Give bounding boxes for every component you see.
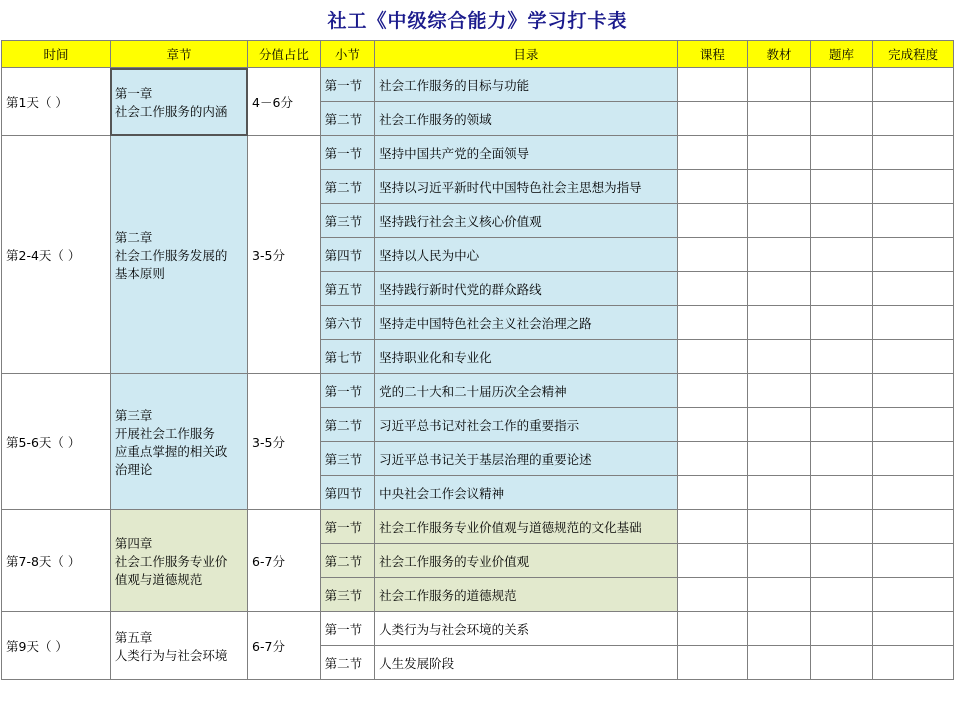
- cell-course[interactable]: [677, 170, 748, 204]
- table-row: [2, 612, 954, 646]
- column-header-questionbank: 题库: [810, 41, 873, 68]
- cell-score[interactable]: 6-7分: [248, 612, 321, 680]
- cell-textbook[interactable]: [748, 374, 811, 408]
- cell-questionbank[interactable]: [810, 238, 873, 272]
- cell-catalog[interactable]: 中央社会工作会议精神: [375, 476, 678, 510]
- cell-completion[interactable]: [873, 612, 954, 646]
- cell-course[interactable]: [677, 408, 748, 442]
- cell-catalog[interactable]: 坚持中国共产党的全面领导: [375, 136, 678, 170]
- cell-textbook[interactable]: [748, 510, 811, 544]
- cell-course[interactable]: [677, 306, 748, 340]
- cell-completion[interactable]: [873, 238, 954, 272]
- cell-textbook[interactable]: [748, 272, 811, 306]
- cell-completion[interactable]: [873, 204, 954, 238]
- cell-section[interactable]: 第五节: [320, 272, 374, 306]
- cell-course[interactable]: [677, 646, 748, 680]
- cell-course[interactable]: [677, 612, 748, 646]
- cell-questionbank[interactable]: [810, 544, 873, 578]
- cell-score[interactable]: 6-7分: [248, 510, 321, 612]
- cell-catalog[interactable]: 人生发展阶段: [375, 646, 678, 680]
- cell-section[interactable]: 第二节: [320, 170, 374, 204]
- cell-course[interactable]: [677, 136, 748, 170]
- cell-questionbank[interactable]: [810, 646, 873, 680]
- cell-textbook[interactable]: [748, 102, 811, 136]
- cell-completion[interactable]: [873, 136, 954, 170]
- cell-textbook[interactable]: [748, 170, 811, 204]
- column-header-score: 分值占比: [248, 41, 321, 68]
- cell-catalog[interactable]: 习近平总书记对社会工作的重要指示: [375, 408, 678, 442]
- cell-textbook[interactable]: [748, 476, 811, 510]
- cell-questionbank[interactable]: [810, 442, 873, 476]
- cell-textbook[interactable]: [748, 646, 811, 680]
- cell-course[interactable]: [677, 476, 748, 510]
- cell-catalog[interactable]: 坚持践行新时代党的群众路线: [375, 272, 678, 306]
- cell-completion[interactable]: [873, 510, 954, 544]
- cell-completion[interactable]: [873, 340, 954, 374]
- cell-course[interactable]: [677, 374, 748, 408]
- column-header-course: 课程: [677, 41, 748, 68]
- cell-time[interactable]: 第7-8天（ ）: [2, 510, 111, 612]
- cell-questionbank[interactable]: [810, 612, 873, 646]
- cell-course[interactable]: [677, 340, 748, 374]
- cell-course[interactable]: [677, 68, 748, 102]
- cell-time[interactable]: 第1天（ ）: [2, 68, 111, 136]
- cell-section[interactable]: 第二节: [320, 646, 374, 680]
- cell-textbook[interactable]: [748, 136, 811, 170]
- column-header-catalog: 目录: [375, 41, 678, 68]
- cell-section[interactable]: 第四节: [320, 476, 374, 510]
- cell-course[interactable]: [677, 510, 748, 544]
- cell-section[interactable]: 第二节: [320, 408, 374, 442]
- cell-section[interactable]: 第一节: [320, 68, 374, 102]
- cell-section[interactable]: 第三节: [320, 578, 374, 612]
- cell-completion[interactable]: [873, 442, 954, 476]
- cell-completion[interactable]: [873, 102, 954, 136]
- cell-course[interactable]: [677, 544, 748, 578]
- cell-course[interactable]: [677, 272, 748, 306]
- cell-textbook[interactable]: [748, 238, 811, 272]
- cell-section[interactable]: 第一节: [320, 510, 374, 544]
- table-header: [2, 41, 954, 68]
- cell-textbook[interactable]: [748, 306, 811, 340]
- cell-completion[interactable]: [873, 374, 954, 408]
- cell-completion[interactable]: [873, 68, 954, 102]
- cell-time[interactable]: 第2-4天（ ）: [2, 136, 111, 374]
- cell-catalog[interactable]: 坚持以习近平新时代中国特色社会主思想为指导: [375, 170, 678, 204]
- table-body: [2, 68, 954, 680]
- cell-completion[interactable]: [873, 646, 954, 680]
- cell-catalog[interactable]: 社会工作服务的目标与功能: [375, 68, 678, 102]
- column-header-textbook: 教材: [748, 41, 811, 68]
- cell-textbook[interactable]: [748, 442, 811, 476]
- cell-questionbank[interactable]: [810, 374, 873, 408]
- cell-course[interactable]: [677, 204, 748, 238]
- cell-section[interactable]: 第三节: [320, 204, 374, 238]
- cell-textbook[interactable]: [748, 408, 811, 442]
- column-header-time: 时间: [2, 41, 111, 68]
- study-checklist-table: [1, 40, 954, 680]
- cell-chapter[interactable]: 第三章 开展社会工作服务 应重点掌握的相关政 治理论: [110, 374, 247, 510]
- cell-completion[interactable]: [873, 170, 954, 204]
- cell-catalog[interactable]: 社会工作服务的专业价值观: [375, 544, 678, 578]
- cell-questionbank[interactable]: [810, 204, 873, 238]
- cell-time[interactable]: 第5-6天（ ）: [2, 374, 111, 510]
- cell-course[interactable]: [677, 442, 748, 476]
- column-header-chapter: 章节: [110, 41, 247, 68]
- cell-textbook[interactable]: [748, 612, 811, 646]
- cell-course[interactable]: [677, 102, 748, 136]
- cell-questionbank[interactable]: [810, 476, 873, 510]
- cell-textbook[interactable]: [748, 544, 811, 578]
- cell-catalog[interactable]: 坚持践行社会主义核心价值观: [375, 204, 678, 238]
- cell-section[interactable]: 第一节: [320, 374, 374, 408]
- cell-section[interactable]: 第一节: [320, 612, 374, 646]
- cell-catalog[interactable]: 坚持职业化和专业化: [375, 340, 678, 374]
- cell-section[interactable]: 第四节: [320, 238, 374, 272]
- cell-questionbank[interactable]: [810, 578, 873, 612]
- cell-catalog[interactable]: 人类行为与社会环境的关系: [375, 612, 678, 646]
- column-header-section: 小节: [320, 41, 374, 68]
- cell-catalog[interactable]: 坚持走中国特色社会主义社会治理之路: [375, 306, 678, 340]
- cell-completion[interactable]: [873, 544, 954, 578]
- cell-completion[interactable]: [873, 578, 954, 612]
- cell-textbook[interactable]: [748, 578, 811, 612]
- cell-section[interactable]: 第二节: [320, 102, 374, 136]
- cell-completion[interactable]: [873, 272, 954, 306]
- cell-questionbank[interactable]: [810, 136, 873, 170]
- cell-textbook[interactable]: [748, 204, 811, 238]
- cell-course[interactable]: [677, 578, 748, 612]
- cell-catalog[interactable]: 社会工作服务的道德规范: [375, 578, 678, 612]
- cell-textbook[interactable]: [748, 340, 811, 374]
- cell-questionbank[interactable]: [810, 170, 873, 204]
- cell-questionbank[interactable]: [810, 510, 873, 544]
- cell-questionbank[interactable]: [810, 340, 873, 374]
- cell-completion[interactable]: [873, 476, 954, 510]
- column-header-completion: 完成程度: [873, 41, 954, 68]
- cell-catalog[interactable]: 社会工作服务的领域: [375, 102, 678, 136]
- cell-questionbank[interactable]: [810, 68, 873, 102]
- cell-textbook[interactable]: [748, 68, 811, 102]
- cell-catalog[interactable]: 党的二十大和二十届历次全会精神: [375, 374, 678, 408]
- cell-completion[interactable]: [873, 408, 954, 442]
- cell-chapter[interactable]: 第二章 社会工作服务发展的 基本原则: [110, 136, 247, 374]
- cell-chapter[interactable]: 第四章 社会工作服务专业价 值观与道德规范: [110, 510, 247, 612]
- cell-score[interactable]: 4－6分: [248, 68, 321, 136]
- cell-section[interactable]: 第二节: [320, 544, 374, 578]
- table-row: [2, 510, 954, 544]
- cell-catalog[interactable]: 习近平总书记关于基层治理的重要论述: [375, 442, 678, 476]
- cell-section[interactable]: 第一节: [320, 136, 374, 170]
- cell-time[interactable]: 第9天（ ）: [2, 612, 111, 680]
- cell-completion[interactable]: [873, 306, 954, 340]
- header-row: [2, 41, 954, 68]
- cell-questionbank[interactable]: [810, 272, 873, 306]
- cell-score[interactable]: 3-5分: [248, 374, 321, 510]
- table-row: [2, 136, 954, 170]
- cell-score[interactable]: 3-5分: [248, 136, 321, 374]
- cell-catalog[interactable]: 坚持以人民为中心: [375, 238, 678, 272]
- cell-section[interactable]: 第七节: [320, 340, 374, 374]
- cell-course[interactable]: [677, 238, 748, 272]
- cell-catalog[interactable]: 社会工作服务专业价值观与道德规范的文化基础: [375, 510, 678, 544]
- table-row: [2, 374, 954, 408]
- cell-questionbank[interactable]: [810, 408, 873, 442]
- cell-chapter[interactable]: 第五章 人类行为与社会环境: [110, 612, 247, 680]
- cell-section[interactable]: 第三节: [320, 442, 374, 476]
- cell-questionbank[interactable]: [810, 102, 873, 136]
- cell-section[interactable]: 第六节: [320, 306, 374, 340]
- table-row: [2, 68, 954, 102]
- cell-questionbank[interactable]: [810, 306, 873, 340]
- page-title: 社工《中级综合能力》学习打卡表: [327, 10, 628, 32]
- cell-chapter[interactable]: 第一章 社会工作服务的内涵: [110, 68, 247, 136]
